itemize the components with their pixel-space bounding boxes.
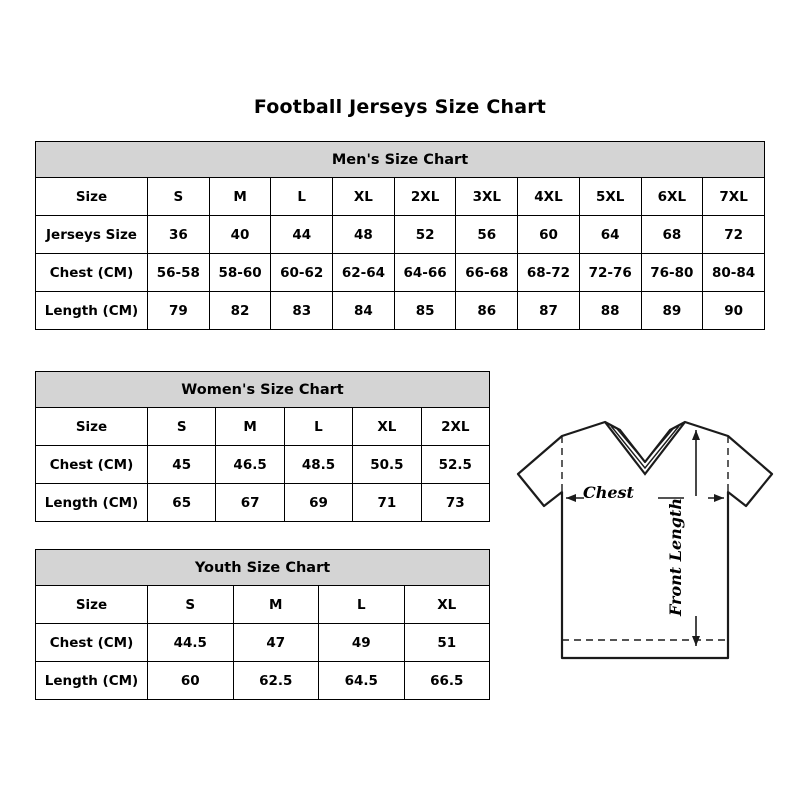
column-header: M <box>216 408 284 446</box>
table-cell: 72-76 <box>579 254 641 292</box>
column-header: S <box>148 178 210 216</box>
womens-table-caption: Women's Size Chart <box>35 371 490 407</box>
table-row <box>36 292 765 330</box>
page-title: Football Jerseys Size Chart <box>253 96 547 118</box>
row-label: Length (CM) <box>36 662 148 700</box>
table-cell: 58-60 <box>209 254 271 292</box>
table-cell: 52.5 <box>421 446 489 484</box>
table-cell: 76-80 <box>641 254 703 292</box>
youth-size-chart-table <box>35 549 490 700</box>
front-length-arrow-top <box>692 430 700 440</box>
table-cell: 56-58 <box>148 254 210 292</box>
shirt-outline <box>518 422 772 658</box>
table-cell: 73 <box>421 484 489 522</box>
table-cell: 68-72 <box>518 254 580 292</box>
row-label: Chest (CM) <box>36 624 148 662</box>
table-row <box>36 586 490 624</box>
column-header: XL <box>333 178 395 216</box>
tshirt-measurement-diagram <box>500 400 790 690</box>
table-cell: 45 <box>148 446 216 484</box>
table-cell: 52 <box>394 216 456 254</box>
row-header: Size <box>36 586 148 624</box>
column-header: M <box>209 178 271 216</box>
table-cell: 83 <box>271 292 333 330</box>
table-row <box>36 446 490 484</box>
row-label: Chest (CM) <box>36 254 148 292</box>
table-cell: 60-62 <box>271 254 333 292</box>
table-cell: 50.5 <box>353 446 421 484</box>
column-header: 5XL <box>579 178 641 216</box>
table-cell: 68 <box>641 216 703 254</box>
table-cell: 67 <box>216 484 284 522</box>
column-header: 4XL <box>518 178 580 216</box>
front-length-label: Front Length <box>666 498 685 617</box>
table-cell: 86 <box>456 292 518 330</box>
row-header: Size <box>36 178 148 216</box>
column-header: S <box>148 586 234 624</box>
column-header: L <box>271 178 333 216</box>
row-label: Chest (CM) <box>36 446 148 484</box>
table-cell: 87 <box>518 292 580 330</box>
table-cell: 79 <box>148 292 210 330</box>
table-cell: 71 <box>353 484 421 522</box>
table-cell: 60 <box>148 662 234 700</box>
table-cell: 64.5 <box>319 662 405 700</box>
chest-label: Chest <box>583 483 634 502</box>
column-header: 2XL <box>394 178 456 216</box>
table-row <box>36 216 765 254</box>
womens-size-chart-table <box>35 371 490 522</box>
column-header: XL <box>353 408 421 446</box>
table-cell: 48.5 <box>284 446 352 484</box>
table-cell: 82 <box>209 292 271 330</box>
collar-inner-line-2 <box>617 429 673 462</box>
table-cell: 69 <box>284 484 352 522</box>
table-row <box>36 408 490 446</box>
table-cell: 64 <box>579 216 641 254</box>
row-header: Size <box>36 408 148 446</box>
front-length-label-backdrop <box>684 496 708 616</box>
table-cell: 80-84 <box>703 254 765 292</box>
column-header: 6XL <box>641 178 703 216</box>
row-label: Length (CM) <box>36 292 148 330</box>
table-row <box>36 254 765 292</box>
column-header: L <box>319 586 405 624</box>
table-cell: 40 <box>209 216 271 254</box>
column-header: 2XL <box>421 408 489 446</box>
table-cell: 64-66 <box>394 254 456 292</box>
table-row <box>36 662 490 700</box>
table-cell: 62.5 <box>233 662 319 700</box>
row-label: Length (CM) <box>36 484 148 522</box>
table-cell: 56 <box>456 216 518 254</box>
mens-size-chart-table <box>35 141 765 330</box>
table-cell: 47 <box>233 624 319 662</box>
table-cell: 44.5 <box>148 624 234 662</box>
column-header: S <box>148 408 216 446</box>
table-cell: 85 <box>394 292 456 330</box>
column-header: 3XL <box>456 178 518 216</box>
table-cell: 46.5 <box>216 446 284 484</box>
chest-arrow-left <box>566 494 576 502</box>
table-row <box>36 484 490 522</box>
table-cell: 84 <box>333 292 395 330</box>
column-header: XL <box>404 586 490 624</box>
table-cell: 44 <box>271 216 333 254</box>
chest-arrow-right <box>714 494 724 502</box>
table-row <box>36 624 490 662</box>
table-cell: 90 <box>703 292 765 330</box>
table-cell: 62-64 <box>333 254 395 292</box>
youth-table-caption: Youth Size Chart <box>35 549 490 585</box>
table-cell: 51 <box>404 624 490 662</box>
table-cell: 66-68 <box>456 254 518 292</box>
table-row <box>36 178 765 216</box>
table-cell: 88 <box>579 292 641 330</box>
column-header: M <box>233 586 319 624</box>
table-cell: 66.5 <box>404 662 490 700</box>
column-header: 7XL <box>703 178 765 216</box>
column-header: L <box>284 408 352 446</box>
table-cell: 89 <box>641 292 703 330</box>
front-length-arrow-bottom <box>692 636 700 646</box>
table-cell: 72 <box>703 216 765 254</box>
table-cell: 60 <box>518 216 580 254</box>
row-label: Jerseys Size <box>36 216 148 254</box>
mens-table-caption: Men's Size Chart <box>35 141 765 177</box>
table-cell: 49 <box>319 624 405 662</box>
table-cell: 36 <box>148 216 210 254</box>
table-cell: 48 <box>333 216 395 254</box>
table-cell: 65 <box>148 484 216 522</box>
